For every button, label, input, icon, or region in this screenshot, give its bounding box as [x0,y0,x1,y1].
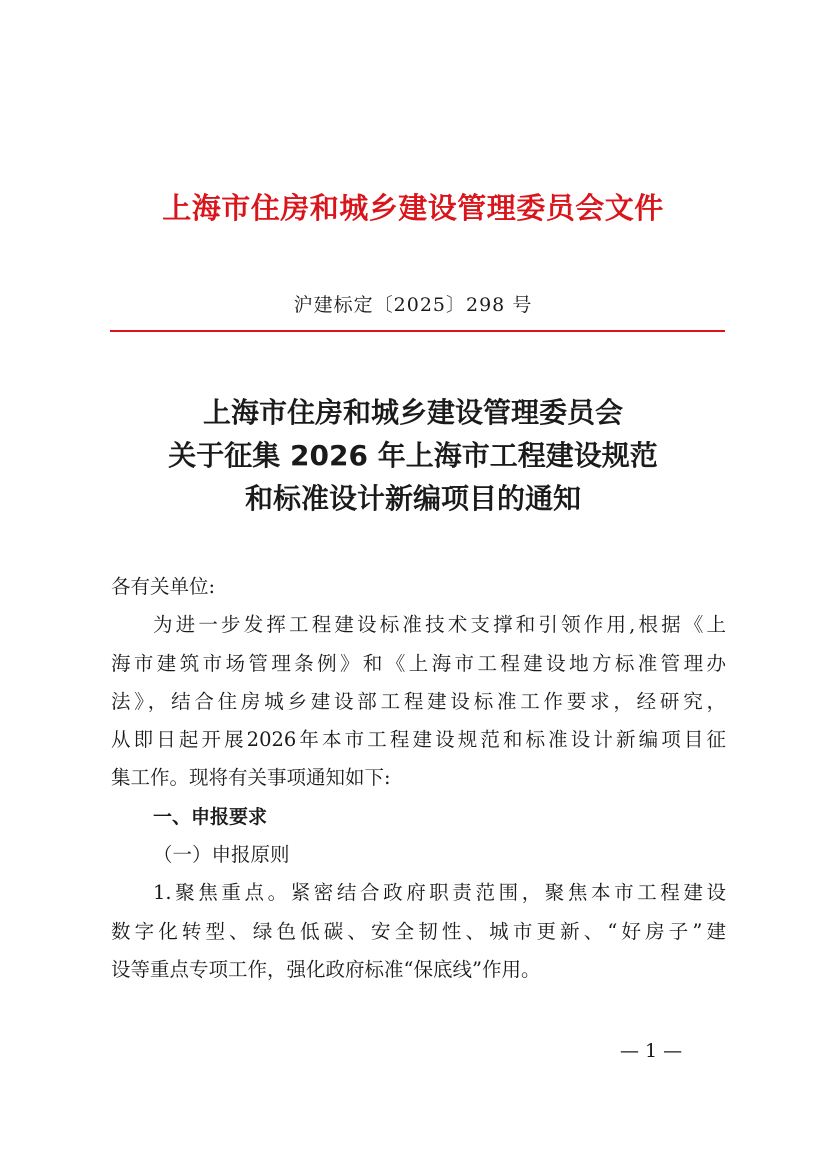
item-1-line-2: 数字化转型、绿色低碳、安全韧性、城市更新、“好房子”建 [111,919,726,943]
notice-title-line-2: 关于征集 2026 年上海市工程建设规范 [168,439,658,472]
notice-title [0,391,826,520]
notice-title-line-3: 和标准设计新编项目的通知 [244,482,581,515]
paragraph-1-line-2: 海市建筑市场管理条例》和《上海市工程建设地方标准管理办 [111,651,726,675]
paragraph-1-line-4: 从即日起开展2026年本市工程建设规范和标准设计新编项目征 [111,728,726,752]
item-1-line-1: 1.聚焦重点。紧密结合政府职责范围，聚焦本市工程建设 [153,881,726,905]
notice-title-line-1: 上海市住房和城乡建设管理委员会 [202,396,623,429]
document-header-title: 上海市住房和城乡建设管理委员会文件 [162,191,664,225]
body-text [111,568,726,989]
subsection-heading: （一）申报原则 [153,843,290,867]
salutation: 各有关单位: [111,575,216,598]
paragraph-1-line-5: 集工作。现将有关事项通知如下: [111,766,391,790]
item-1-line-3: 设等重点专项工作，强化政府标准“保底线”作用。 [111,957,541,981]
section-heading: 一、申报要求 [153,805,268,828]
red-divider-rule [110,330,725,332]
document-number: 沪建标定〔2025〕298 号 [293,294,533,316]
page-number: — 1 — [620,1040,683,1062]
paragraph-1-line-1: 为进一步发挥工程建设标准技术支撑和引领作用,根据《上 [153,613,726,637]
paragraph-1-line-3: 法》，结合住房城乡建设部工程建设标准工作要求，经研究， [111,689,726,713]
